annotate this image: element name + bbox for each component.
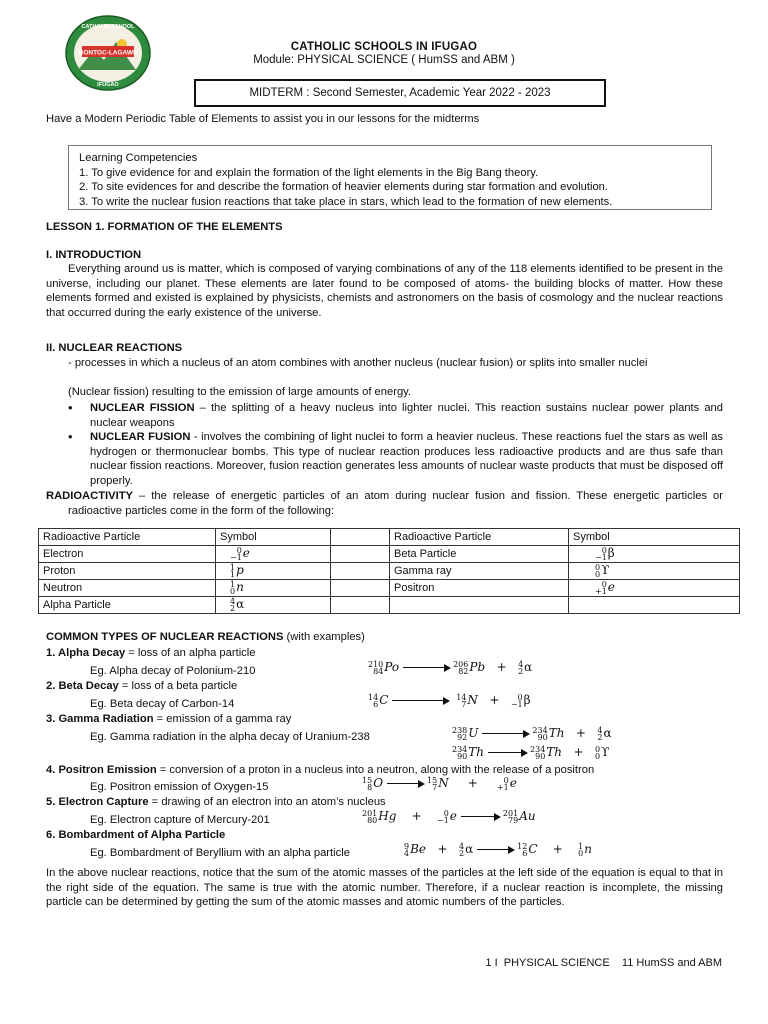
conclusion-text: In the above nuclear reactions, notice that the sum of the atomic masses of the particles at the left side of the equation is equal to that in the right side of the equation. The same is true with the atomic number. Therefore, if a nuclear reaction is incomplete, the missing particle can be determined by getting the sum of the atomic masses and atomic numbers of the particles. — [46, 867, 723, 909]
reactions-heading: II. NUCLEAR REACTIONS — [46, 342, 183, 354]
arrow-icon — [482, 733, 528, 734]
particle-name — [390, 597, 569, 614]
capture-equation: 201 80 Hg + 0 −1 e 201 79 Au — [362, 808, 536, 825]
logo-bottom-text: IFUGAO — [97, 82, 119, 88]
particle-symbol: 0 +1 e — [595, 579, 615, 596]
competencies-box — [68, 145, 712, 210]
table-header: Symbol — [569, 529, 740, 546]
logo-banner-text: BONTOC-LAGAWE — [78, 49, 138, 57]
table-row — [39, 563, 740, 580]
table-row — [39, 580, 740, 597]
fusion-text: - involves the combining of light nuclei to form a heavier nucleus. These reactions fuel the stars as well as hydrogen or thermonuclear bombs. This type of nuclear reaction produces less radioactive products and are thus safe than nuclear fission reactions. Moreover, fusion reaction generates less amounts of nuclear waste products that must be disposed off properly. — [90, 431, 723, 487]
particle-symbol: 0 −1 e — [230, 545, 250, 562]
fusion-term: NUCLEAR FUSION — [90, 431, 191, 443]
arrow-icon — [403, 667, 449, 668]
particle-symbol: 1 0 n — [230, 579, 244, 596]
gamma-example: Eg. Gamma radiation in the alpha decay of Uranium-238 — [90, 731, 370, 743]
table-header: Symbol — [216, 529, 331, 546]
table-header — [331, 529, 390, 546]
table-row — [39, 546, 740, 563]
alpha-decay-example: Eg. Alpha decay of Polonium-210 — [90, 665, 256, 677]
particle-name: Gamma ray — [390, 563, 569, 580]
reactions-def-2: (Nuclear fission) resulting to the emission of large amounts of energy. — [68, 386, 412, 398]
page-footer: 1 I PHYSICAL SCIENCE 11 HumSS and ABM — [485, 957, 722, 969]
logo-top-text: CATHOLIC SCHOOL — [81, 24, 135, 30]
table-header: Radioactive Particle — [39, 529, 216, 546]
particle-name: Proton — [39, 563, 216, 580]
competency-item: 2. To site evidences for and describe the formation of heavier elements during star formation and evolution. — [79, 181, 609, 194]
beta-decay-def: 2. Beta Decay = loss of a beta particle — [46, 680, 238, 692]
school-name: CATHOLIC SCHOOLS IN IFUGAO — [290, 41, 478, 53]
capture-def: 5. Electron Capture = drawing of an electron into an atom’s nucleus — [46, 796, 386, 808]
intro-heading: I. INTRODUCTION — [46, 249, 142, 261]
gamma-equation-1: 238 92 U 234 90 Th + 4 2 α — [452, 725, 612, 742]
arrow-icon — [387, 783, 423, 784]
radioactivity-term: RADIOACTIVITY — [46, 490, 134, 502]
bombardment-def: 6. Bombardment of Alpha Particle — [46, 829, 226, 841]
lesson-title: LESSON 1. FORMATION OF THE ELEMENTS — [46, 221, 283, 233]
positron-def: 4. Positron Emission = conversion of a proton in a nucleus into a neutron, along with the release of a positron — [46, 764, 595, 776]
particle-table — [38, 528, 740, 614]
fission-term: NUCLEAR FISSION — [90, 402, 195, 414]
arrow-icon — [392, 700, 448, 701]
gamma-equation-2: 234 90 Th 234 90 Th + 0 0 ϒ — [452, 744, 610, 761]
alpha-decay-equation: 210 84 Po 206 82 Pb + 4 2 α — [368, 659, 533, 676]
beta-decay-equation: 14 6 C 14 7 N + 0 −1 β — [368, 692, 531, 709]
module-title: Module: PHYSICAL SCIENCE ( HumSS and ABM ) — [253, 54, 515, 66]
gamma-def: 3. Gamma Radiation = emission of a gamma ray — [46, 713, 292, 725]
fission-text: – the splitting of a heavy nucleus into lighter nuclei. This reaction sustains nuclear power plants and nuclear weapons — [90, 402, 723, 429]
particle-symbol: 4 2 α — [230, 596, 245, 613]
midterm-box: MIDTERM : Second Semester, Academic Year 2022 - 2023 — [194, 79, 606, 107]
arrow-icon — [461, 816, 499, 817]
positron-equation: 15 8 O 15 7 N + 0 +1 e — [362, 775, 517, 792]
bombardment-example: Eg. Bombardment of Beryllium with an alpha particle — [90, 847, 350, 859]
bullet: • — [68, 400, 73, 415]
fission-item — [90, 401, 723, 430]
competency-item: 1. To give evidence for and explain the formation of the light elements in the Big Bang theory. — [79, 166, 539, 179]
particle-name: Alpha Particle — [39, 597, 216, 614]
table-header: Radioactive Particle — [390, 529, 569, 546]
capture-example: Eg. Electron capture of Mercury-201 — [90, 814, 270, 826]
arrow-icon — [477, 849, 513, 850]
table-header-row — [39, 529, 740, 546]
radioactivity-def — [46, 489, 723, 518]
particle-name: Positron — [390, 580, 569, 597]
positron-example: Eg. Positron emission of Oxygen-15 — [90, 781, 269, 793]
intro-text: Everything around us is matter, which is composed of varying combinations of any of the 118 elements identified to be present in the universe, including our planet. These elements are later found to be composed of atoms- the building blocks of matter. How these elements formed and existed is explained by physicists, chemists and astronomers on the basis of cosmology and the nuclear reactions that occurred during the early existence of the universe. — [46, 263, 723, 319]
reactions-def-1: - processes in which a nucleus of an atom combines with another nucleus (nuclear fusion) or splits into smaller nuclei — [68, 357, 648, 369]
competencies-title: Learning Competencies — [79, 152, 198, 164]
types-heading: COMMON TYPES OF NUCLEAR REACTIONS (with examples) — [46, 631, 365, 643]
alpha-decay-def: 1. Alpha Decay = loss of an alpha particle — [46, 647, 256, 659]
table-row — [39, 597, 740, 614]
radioactivity-text: – the release of energetic particles of an atom during nuclear fusion and fission. These energetic particles or radioactive particles come in the form of the following: — [68, 490, 723, 517]
intro-note: Have a Modern Periodic Table of Elements to assist you in our lessons for the midterms — [46, 113, 480, 125]
particle-name: Neutron — [39, 580, 216, 597]
particle-name: Beta Particle — [390, 546, 569, 563]
bombardment-equation: 9 4 Be + 4 2 α 12 6 C + 1 0 n — [404, 841, 592, 858]
competency-item: 3. To write the nuclear fusion reactions that take place in stars, which lead to the formation of new elements. — [79, 195, 613, 208]
particle-symbol: 0 0 ϒ — [595, 562, 610, 579]
particle-name: Electron — [39, 546, 216, 563]
bullet: • — [68, 429, 73, 444]
fusion-item — [90, 430, 723, 488]
arrow-icon — [488, 752, 526, 753]
beta-decay-example: Eg. Beta decay of Carbon-14 — [90, 698, 235, 710]
particle-symbol: 0 −1 β — [595, 545, 615, 562]
particle-symbol: 1 1 p — [230, 562, 244, 579]
